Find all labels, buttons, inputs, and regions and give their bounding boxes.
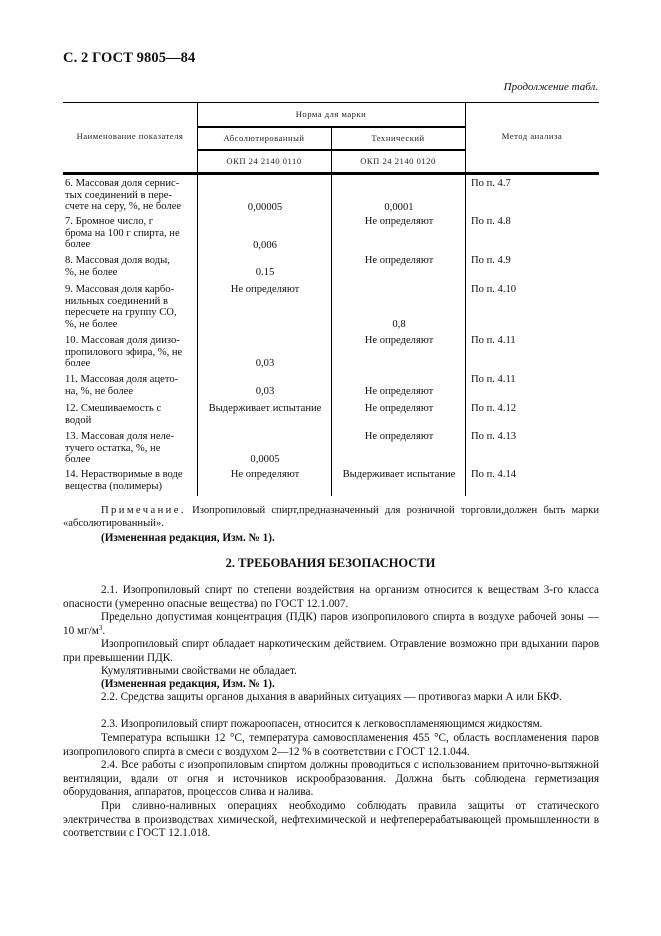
page-header: С. 2 ГОСТ 9805—84 <box>63 50 196 66</box>
text-line: более <box>65 239 91 251</box>
row-value-absolute: 0,03 <box>255 386 275 397</box>
header-method: Метод анализа <box>501 131 563 141</box>
row-value-technical: 0,0001 <box>384 202 414 213</box>
text-line: 12. Смешиваемость с <box>65 403 162 414</box>
row-method: По п. 4.8 <box>471 216 511 227</box>
text-line: пропилового эфира, %, не <box>65 346 183 358</box>
row-value-technical: Не определяют <box>364 386 434 397</box>
text-line: на, %, не более <box>65 385 134 397</box>
table-top-border <box>63 102 599 103</box>
text-line: %, не более <box>65 266 118 278</box>
text-line: %, не более <box>65 318 118 330</box>
paragraph-pdk <box>63 611 599 638</box>
pdk-text: Предельно допустимая концентрация (ПДК) паров изопропилового спирта в воздухе рабочей зоны — 10 мг/м <box>63 611 599 637</box>
row-value-absolute: 0,0005 <box>250 454 280 465</box>
pdk-end: . <box>102 624 106 637</box>
paragraph-2-1: 2.1. Изопропиловый спирт по степени воздействия на организм относится к веществам 3-го класса опасности (умеренно опасные вещества) по ГОСТ 12.1.007. <box>63 584 599 610</box>
row-value-technical: Выдерживает испытание <box>342 469 456 480</box>
text-line: 7. Бромное число, г <box>65 216 154 227</box>
paragraph-cumulative: Кумулятивными свойствами не обладает. <box>101 665 297 677</box>
row-value-technical: Не определяют <box>364 403 434 414</box>
row-value-absolute: 0.15 <box>255 267 275 278</box>
text-line: тучего остатка, %, не <box>65 442 161 454</box>
text-line: брома на 100 г спирта, не <box>65 227 180 239</box>
row-value-absolute: 0,006 <box>253 240 277 251</box>
row-indicator-name <box>65 431 195 466</box>
text-line: тых соединений в пере- <box>65 189 173 201</box>
paragraph-2-2: 2.2. Средства защиты органов дыхания в аварийных ситуациях — противогаз марки А или БКФ. <box>101 691 562 703</box>
text-line: 8. Массовая доля воды, <box>65 255 170 266</box>
note-text: Изопропиловый спирт,предназначенный для розничной торговли,должен быть марки «абсолютированный». <box>63 505 599 529</box>
row-indicator-name <box>65 216 195 251</box>
text-line: счете на серу, %, не более <box>65 201 182 213</box>
row-value-absolute: 0,00005 <box>247 202 283 213</box>
text-line: 10. Массовая доля диизо- <box>65 335 180 346</box>
text-line: нильных соединений в <box>65 295 168 307</box>
text-line: вещества (полимеры) <box>65 480 162 492</box>
specification-table <box>63 102 599 496</box>
amendment-note-2: (Измененная редакция, Изм. № 1). <box>101 678 275 690</box>
section-title: 2. ТРЕБОВАНИЯ БЕЗОПАСНОСТИ <box>225 556 436 570</box>
paragraph-narcotic: Изопропиловый спирт обладает наркотическим действием. Отравление возможно при вдыхании паров при превышении ПДК. <box>63 638 599 664</box>
row-indicator-name <box>65 403 195 426</box>
row-method: По п. 4.9 <box>471 255 511 266</box>
text-line: 14. Нерастворимые в воде <box>65 469 183 480</box>
row-value-technical: Не определяют <box>364 255 434 266</box>
text-line: 9. Массовая доля карбо- <box>65 284 175 295</box>
header-grade-absolute: Абсолютированный <box>223 133 305 143</box>
row-value-absolute: Не определяют <box>230 284 300 295</box>
row-method: По п. 4.7 <box>471 178 511 189</box>
pdk-superscript: 3 <box>98 623 103 632</box>
header-norm-group: Норма для марки <box>295 109 367 119</box>
header-okp-technical: ОКП 24 2140 0120 <box>360 156 436 166</box>
table-continuation-label: Продолжение табл. <box>503 81 598 93</box>
paragraph-temperature: Температура вспышки 12 °С, температура самовоспламенения 455 °С, область воспламенения паров изопропилового спирта в смеси с воздухом 2—12 % в соответствии с ГОСТ 12.1.044. <box>63 732 599 758</box>
row-indicator-name <box>65 284 195 330</box>
table-note <box>63 505 599 531</box>
row-method: По п. 4.12 <box>471 403 517 414</box>
row-method: По п. 4.14 <box>471 469 517 480</box>
header-indicator: Наименование показателя <box>76 131 184 141</box>
text-line: более <box>65 358 91 370</box>
row-value-absolute: Выдерживает испытание <box>208 403 322 414</box>
text-line: более <box>65 454 91 466</box>
text-line: 6. Массовая доля сернис- <box>65 178 180 189</box>
row-indicator-name <box>65 374 195 397</box>
row-indicator-name <box>65 178 195 213</box>
row-value-technical: Не определяют <box>364 216 434 227</box>
row-value-absolute: 0,03 <box>255 358 275 369</box>
text-line: пересчете на группу СО, <box>65 307 177 319</box>
row-method: По п. 4.13 <box>471 431 517 442</box>
header-okp-absolute: ОКП 24 2140 0110 <box>226 156 302 166</box>
row-value-technical: Не определяют <box>364 335 434 346</box>
row-method: По п. 4.11 <box>471 374 516 385</box>
paragraph-2-4: 2.4. Все работы с изопропиловым спиртом должны проводиться с использованием приточно-вытяжной вентиляции, вдали от огня и источников искрообразования. Должна быть соблюдена герметизация оборудования, аппаратов, процессов слива и налива. <box>63 759 599 799</box>
text-line: 11. Массовая доля ацето- <box>65 374 179 385</box>
column-divider-3 <box>465 102 466 496</box>
row-value-absolute: Не определяют <box>230 469 300 480</box>
row-value-technical: Не определяют <box>364 431 434 442</box>
row-indicator-name <box>65 469 195 492</box>
paragraph-2-3: 2.3. Изопропиловый спирт пожароопасен, относится к легковоспламеняющимся жидкостям. <box>101 718 543 730</box>
paragraph-static: При сливно-наливных операциях необходимо соблюдать правила защиты от статического электричества в производствах химической, нефтехимической и нефтеперерабатывающей промышленности в соответствии с ГОСТ 12.1.018. <box>63 800 599 840</box>
note-label: Примечание. <box>101 505 186 516</box>
text-line: 13. Массовая доля нелe- <box>65 431 175 442</box>
row-method: По п. 4.11 <box>471 335 516 346</box>
amendment-note: (Измененная редакция, Изм. № 1). <box>101 532 275 544</box>
header-grade-technical: Технический <box>371 133 425 143</box>
row-indicator-name <box>65 255 195 278</box>
row-method: По п. 4.10 <box>471 284 517 295</box>
text-line: водой <box>65 414 92 426</box>
row-indicator-name <box>65 335 195 370</box>
row-value-technical: 0,8 <box>392 319 406 330</box>
